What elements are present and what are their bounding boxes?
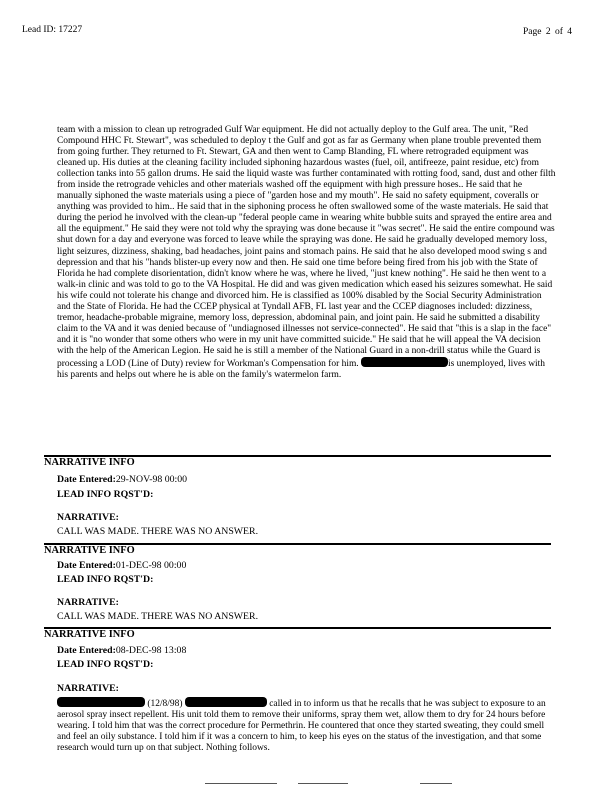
narrative-body-text: team with a mission to clean up retrograded Gulf War equipment. He did not actually deploy to the Gulf area. The unit, "Red Compound HHC Ft. Stewart", was scheduled to deploy t the Gulf and got as far as Germany when plane trouble prevented them from going further. They returned to Ft. Stewart, GA and then went to Camp Blanding, FL where retrograded equipment was cleaned up. His duties at the cleaning facility included siphoning hazardous wastes (fuel, oil, antifreeze, paint residue, etc) from collection tanks into 55 gallon drums. He said the liquid waste was further contaminated with rotting food, sand, dust and other filth from inside the retrograde vehicles and other materials washed off the equipment with high pressure hoses.. He said that he manually siphoned the waste materials using a piece of "garden hose and my mouth". He said no safety equipment, coveralls or anything was provided to him.. He said that in the siphoning process he often swallowed some of the waste materials. He said that during the period he involved with the clean-up "federal people came in wearing white bubble suits and sprayed the entire area and all the equipment." He said they were not told why the spraying was done because it "was secret". He said the entire compound was shut down for a day and everyone was forced to leave while the spraying was done. He said he gradually developed memory loss, light seizures, dizziness, shaking, bad headaches, joint pains and stomach pains. He said that he also developed mood swing s and depression and that his "hands blister-up every now and then. He said one time before being fired from his job with the State of Florida he had complete disorientation, didn't know where he was, where he lived, "just knew nothing". He said he then went to a walk-in clinic and was told to go to the VA Hospital. He did and was given medication which eased his seizures somewhat. He said his wife could not tolerate his change and divorced him. He is classified as 100% disabled by the Social Security Administration and the State of Florida. He had the CCEP physical at Tyndall AFB, FL last year and the CCEP diagnoses included: dizziness, tremor, headache-probable migraine, memory loss, depression, abdominal pain, and joint pain. He said he submitted a disability claim to the VA and it was denied because of "undiagnosed illnesses not service-connected". He said that "this is a slap in the face" and it is "no wonder that some others who were in my unit have committed suicide." He said that he will appeal the VA decision with the help of the American Legion. He said he is still a member of the National Guard in a non-drill status while the Guard is processing a LOD (Line of Duty) review for Workman's Compensation for him. [57,125,556,369]
narrative-label: NARRATIVE: [57,683,119,694]
footer-rule [205,783,277,784]
date-entered-value: 08-DEC-98 13:08 [115,645,187,656]
lead-info-label: LEAD INFO RQST'D: [57,489,154,500]
narrative-text-body: called in to inform us that he recalls that he was subject to exposure to an aerosol spray insect repellent. His unit told them to remove their uniforms, spray them wet, allow them to dry for 24 hours before wearing. I told him that was the correct procedure for Permethrin. He countered that once they started sweating, they could smell and feel an oily substance. I told him if it was a concern to him, to keep his eyes on the status of the investigation, and that some research would turn up on that subject. Nothing follows. [57,699,546,754]
section-title-narrative-info: NARRATIVE INFO [44,629,135,640]
redaction-bar [185,697,267,707]
lead-info-label: LEAD INFO RQST'D: [57,574,154,585]
date-entered-field [57,560,186,571]
footer-rule [420,783,452,784]
date-entered-label: Date Entered: [57,560,116,571]
narrative-label: NARRATIVE: [57,512,119,523]
date-entered-label: Date Entered: [57,645,116,656]
redaction-bar [57,697,145,707]
narrative-text [57,697,553,754]
date-entered-label: Date Entered: [57,474,116,485]
redaction-bar [361,357,448,367]
section-title-narrative-info: NARRATIVE INFO [44,457,135,468]
date-entered-value: 29-NOV-98 00:00 [115,474,188,485]
lead-id: Lead ID: 17227 [22,25,83,35]
narrative-date: (12/8/98) [147,699,183,709]
narrative-body-tail: is unemployed, lives with his parents and helps out where he is able on the family's watermelon farm. [57,358,546,381]
section-title-narrative-info: NARRATIVE INFO [44,545,135,556]
narrative-text: CALL WAS MADE. THERE WAS NO ANSWER. [57,611,259,622]
date-entered-field [57,645,186,656]
date-entered-value: 01-DEC-98 00:00 [115,560,187,571]
date-entered-field [57,474,187,485]
narrative-label: NARRATIVE: [57,597,119,608]
page-number: Page 2 of 4 [523,27,573,37]
lead-info-label: LEAD INFO RQST'D: [57,659,154,670]
narrative-continuation [57,125,557,381]
footer-rule [298,783,348,784]
narrative-text: CALL WAS MADE. THERE WAS NO ANSWER. [57,526,259,537]
